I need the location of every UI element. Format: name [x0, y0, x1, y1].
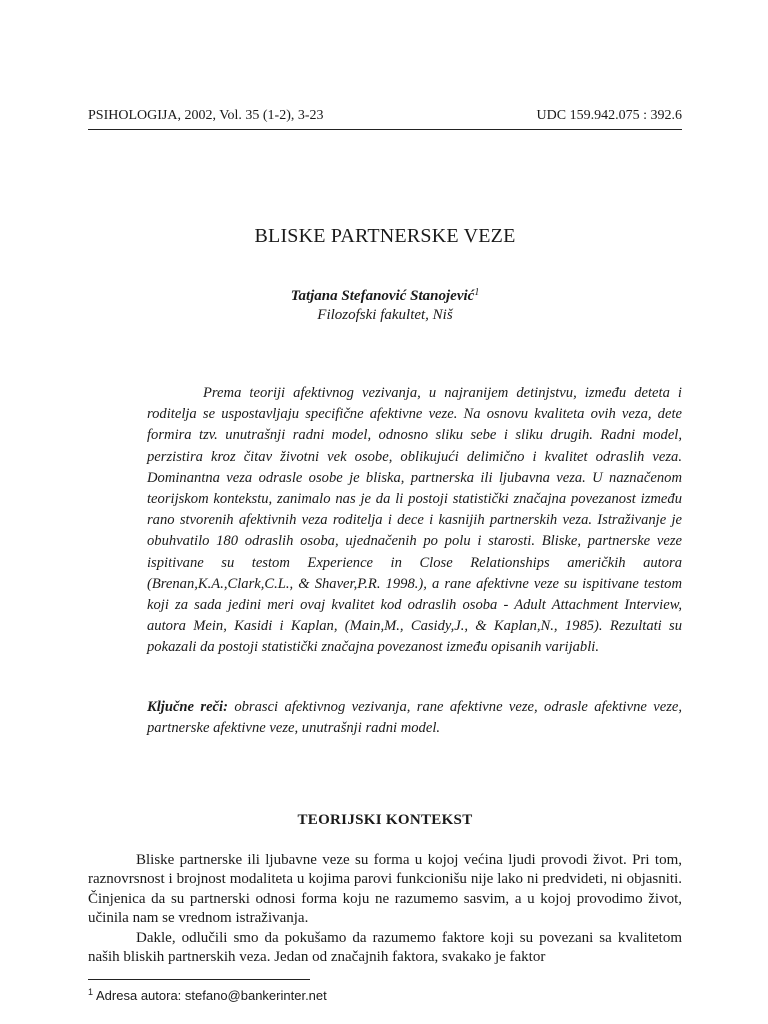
- keywords-label: Ključne reči:: [147, 699, 228, 715]
- footnote-mark: 1: [88, 987, 94, 997]
- section-heading: TEORIJSKI KONTEKST: [297, 812, 473, 828]
- keywords: [147, 697, 682, 739]
- paper-title: BLISKE PARTNERSKE VEZE: [254, 225, 516, 247]
- running-header: [88, 107, 682, 125]
- author-line: [88, 287, 682, 306]
- author-footnote-mark: 1: [474, 287, 480, 298]
- abstract: Prema teoriji afektivnog vezivanja, u najranijem detinjstvu, između deteta i roditelja se uspostavljaju specifične afektivne veze. Na osnovu kvaliteta ovih veza, dete formira tzv. unutrašnji radni model, odnosno sliku sebe i sliku drugih. Radni model, perzistira kroz čitav životni vek osobe, oblikujući delimično i kvalitet odraslih veza. Dominantna veza odrasle osobe je bliska, partnerska ili ljubavna veza. U naznačenom teorijskom kontekstu, zanimalo nas je da li postoji statistički značajna povezanost između rano stvorenih afektivnih veza roditelja i dece i kasnijih partnerskih veza. Istraživanje je obuhvatilo 180 odraslih osoba, ujednačenih po polu i starosti. Bliske, partnerske veze ispitivane su testom Experience in Close Relationships američkih autora (Brenan,K.A.,Clark,C.L., & Shaver,P.R. 1998.), a rane afektivne veze su ispitivane testom koji za sada jedini meri ovaj kvalitet kod odraslih osoba - Adult Attachment Interview, autora Mein, Kasidi i Kaplan, (Main,M., Casidy,J., & Kaplan,N., 1985). Rezultati su pokazali da postoji statistički značajna povezanost između opisanih varijabli.: [147, 385, 682, 656]
- footnote: [88, 987, 682, 1004]
- keywords-text: obrasci afektivnog vezivanja, rane afektivne veze, odrasle afektivne veze, partnerske afektivne veze, unutrašnji radni model.: [147, 699, 682, 737]
- footnote-text: Adresa autora: stefano@bankerinter.net: [96, 988, 327, 1003]
- author-name: Tatjana Stefanović Stanojević: [290, 288, 475, 304]
- footnote-rule: [88, 979, 310, 980]
- header-rule: [88, 129, 682, 130]
- journal-citation: PSIHOLOGIJA, 2002, Vol. 35 (1-2), 3-23: [88, 108, 324, 123]
- body-paragraph-2: Dakle, odlučili smo da pokušamo da razumemo faktore koji su povezani sa kvalitetom naših bliskih partnerskih veza. Jedan od značajnih faktora, svakako je faktor: [88, 930, 682, 966]
- body-paragraph-1: Bliske partnerske ili ljubavne veze su forma u kojoj većina ljudi provodi život. Pri tom, raznovrsnost i brojnost modaliteta u kojima parovi funkcionišu nije lako ni predvideti, ni objasniti. Činjenica da su partnerski odnosi forma koju ne razumemo sasvim, a u kojoj provodimo život, učinila nam se vrednom istraživanja.: [88, 852, 682, 926]
- udc-code: UDC 159.942.075 : 392.6: [536, 108, 682, 123]
- author-affiliation: Filozofski fakultet, Niš: [317, 307, 453, 323]
